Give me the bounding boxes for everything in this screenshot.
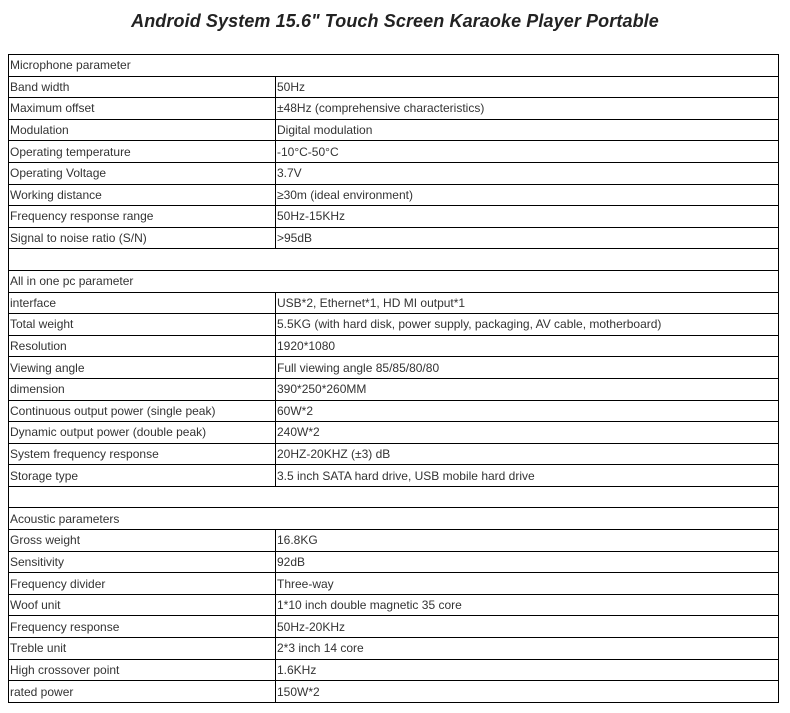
table-row bbox=[9, 335, 779, 357]
parameter-value: 20HZ-20KHZ (±3) dB bbox=[276, 443, 779, 465]
parameter-name: Storage type bbox=[9, 465, 276, 487]
parameter-name: rated power bbox=[9, 681, 276, 703]
table-row bbox=[9, 681, 779, 703]
table-row bbox=[9, 357, 779, 379]
parameter-value: USB*2, Ethernet*1, HD MI output*1 bbox=[276, 292, 779, 314]
parameter-value: 92dB bbox=[276, 551, 779, 573]
parameter-value: Full viewing angle 85/85/80/80 bbox=[276, 357, 779, 379]
parameter-name: Maximum offset bbox=[9, 98, 276, 120]
table-row bbox=[9, 400, 779, 422]
table-row bbox=[9, 465, 779, 487]
section-header-row bbox=[9, 55, 779, 77]
parameter-name: Band width bbox=[9, 76, 276, 98]
parameter-value: 3.7V bbox=[276, 162, 779, 184]
parameter-name: Resolution bbox=[9, 335, 276, 357]
parameter-value: 3.5 inch SATA hard drive, USB mobile hard drive bbox=[276, 465, 779, 487]
parameter-value: 5.5KG (with hard disk, power supply, packaging, AV cable, motherboard) bbox=[276, 314, 779, 336]
parameter-name: Frequency response bbox=[9, 616, 276, 638]
parameter-value: 50Hz-20KHz bbox=[276, 616, 779, 638]
parameter-name: Dynamic output power (double peak) bbox=[9, 422, 276, 444]
parameter-value: -10°C-50°C bbox=[276, 141, 779, 163]
table-row bbox=[9, 119, 779, 141]
table-row bbox=[9, 638, 779, 660]
table-row bbox=[9, 314, 779, 336]
parameter-name: Continuous output power (single peak) bbox=[9, 400, 276, 422]
parameter-value: 2*3 inch 14 core bbox=[276, 638, 779, 660]
table-row bbox=[9, 659, 779, 681]
parameter-value: Digital modulation bbox=[276, 119, 779, 141]
parameter-name: Working distance bbox=[9, 184, 276, 206]
section-header-row bbox=[9, 270, 779, 292]
parameter-name: Woof unit bbox=[9, 594, 276, 616]
table-row bbox=[9, 98, 779, 120]
spacer-cell bbox=[9, 486, 779, 508]
parameter-name: Modulation bbox=[9, 119, 276, 141]
parameter-value: 240W*2 bbox=[276, 422, 779, 444]
section-header: All in one pc parameter bbox=[9, 270, 779, 292]
parameter-name: Treble unit bbox=[9, 638, 276, 660]
table-row bbox=[9, 551, 779, 573]
section-header: Acoustic parameters bbox=[9, 508, 779, 530]
table-row bbox=[9, 76, 779, 98]
spacer-cell bbox=[9, 249, 779, 271]
parameter-value: >95dB bbox=[276, 227, 779, 249]
parameter-name: Gross weight bbox=[9, 530, 276, 552]
table-row bbox=[9, 378, 779, 400]
parameter-value: 150W*2 bbox=[276, 681, 779, 703]
parameter-name: interface bbox=[9, 292, 276, 314]
page-title: Android System 15.6" Touch Screen Karaoke Player Portable bbox=[131, 11, 659, 31]
table-row bbox=[9, 573, 779, 595]
spacer-row bbox=[9, 486, 779, 508]
parameter-name: Viewing angle bbox=[9, 357, 276, 379]
table-row bbox=[9, 227, 779, 249]
parameter-value: 1*10 inch double magnetic 35 core bbox=[276, 594, 779, 616]
parameter-name: Operating temperature bbox=[9, 141, 276, 163]
table-row bbox=[9, 184, 779, 206]
parameter-value: 50Hz-15KHz bbox=[276, 206, 779, 228]
section-header-row bbox=[9, 508, 779, 530]
parameter-name: High crossover point bbox=[9, 659, 276, 681]
parameter-value: 1920*1080 bbox=[276, 335, 779, 357]
parameter-name: dimension bbox=[9, 378, 276, 400]
table-row bbox=[9, 530, 779, 552]
table-row bbox=[9, 594, 779, 616]
table-row bbox=[9, 292, 779, 314]
parameter-name: Operating Voltage bbox=[9, 162, 276, 184]
parameter-value: ±48Hz (comprehensive characteristics) bbox=[276, 98, 779, 120]
parameter-name: Frequency divider bbox=[9, 573, 276, 595]
parameter-value: 390*250*260MM bbox=[276, 378, 779, 400]
table-row bbox=[9, 443, 779, 465]
parameter-value: 50Hz bbox=[276, 76, 779, 98]
parameter-value: 60W*2 bbox=[276, 400, 779, 422]
parameter-value: 16.8KG bbox=[276, 530, 779, 552]
parameter-name: System frequency response bbox=[9, 443, 276, 465]
table-row bbox=[9, 616, 779, 638]
table-row bbox=[9, 141, 779, 163]
spec-table-body bbox=[9, 55, 779, 703]
parameter-value: 1.6KHz bbox=[276, 659, 779, 681]
parameter-name: Total weight bbox=[9, 314, 276, 336]
spec-table bbox=[8, 54, 779, 703]
parameter-value: ≥30m (ideal environment) bbox=[276, 184, 779, 206]
table-row bbox=[9, 422, 779, 444]
section-header: Microphone parameter bbox=[9, 55, 779, 77]
parameter-value: Three-way bbox=[276, 573, 779, 595]
parameter-name: Frequency response range bbox=[9, 206, 276, 228]
parameter-name: Signal to noise ratio (S/N) bbox=[9, 227, 276, 249]
table-row bbox=[9, 162, 779, 184]
table-row bbox=[9, 206, 779, 228]
parameter-name: Sensitivity bbox=[9, 551, 276, 573]
spacer-row bbox=[9, 249, 779, 271]
